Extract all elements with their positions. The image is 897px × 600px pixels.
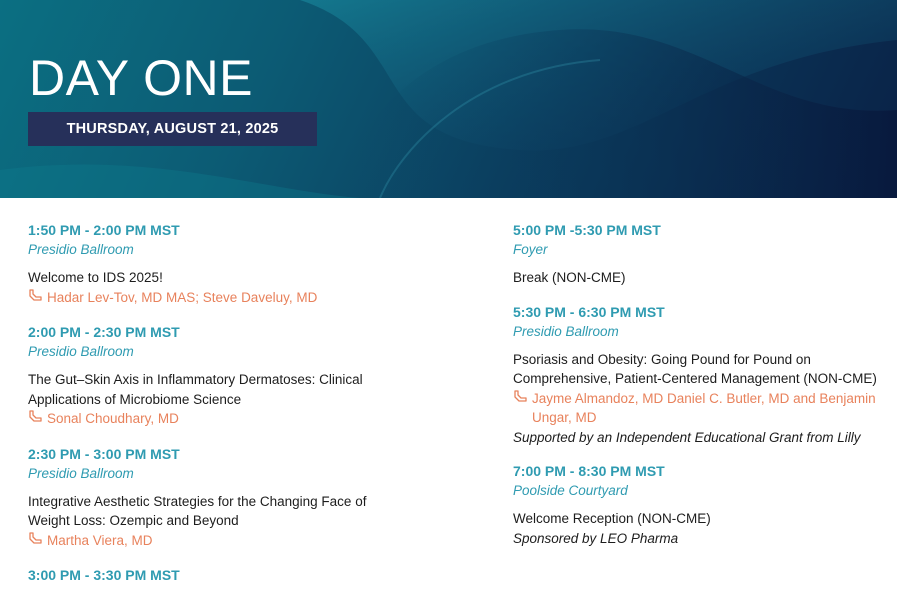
session-item (513, 462, 893, 548)
session-room: Poolside Courtyard (513, 483, 628, 498)
session-time: 3:00 PM - 3:30 PM MST (28, 567, 180, 583)
session-item (513, 221, 893, 288)
session-time: 5:00 PM -5:30 PM MST (513, 222, 661, 238)
session-item (28, 445, 408, 552)
speaker-names: Martha Viera, MD (47, 532, 153, 548)
schedule-left-column (28, 221, 408, 600)
schedule-right-column (513, 221, 893, 563)
speaker-hand-icon (28, 288, 47, 309)
speaker-hand-icon (28, 531, 47, 552)
session-room: Presidio Ballroom (28, 242, 134, 257)
session-item (513, 303, 893, 448)
speaker-names: Sonal Choudhary, MD (47, 411, 179, 426)
session-time: 2:30 PM - 3:00 PM MST (28, 445, 180, 462)
session-speakers (28, 409, 408, 430)
session-item (28, 566, 408, 585)
session-title: Welcome to IDS 2025! (28, 270, 163, 285)
speaker-names: Jayme Almandoz, MD Daniel C. Butler, MD and Benjamin Ungar, MD (532, 390, 876, 425)
session-item (28, 323, 408, 430)
session-speakers (513, 389, 893, 428)
session-room: Foyer (513, 242, 548, 257)
session-time: 5:30 PM - 6:30 PM MST (513, 303, 665, 320)
session-time: 7:00 PM - 8:30 PM MST (513, 463, 665, 479)
date-banner: THURSDAY, AUGUST 21, 2025 (28, 112, 317, 146)
day-title: DAY ONE (29, 50, 253, 106)
session-room: Presidio Ballroom (28, 465, 134, 481)
session-sponsor-note: Sponsored by LEO Pharma (513, 530, 679, 546)
session-title: Break (NON-CME) (513, 270, 626, 285)
header-banner (0, 0, 897, 198)
session-speakers (28, 531, 408, 552)
session-item (28, 221, 408, 308)
session-title: Welcome Reception (NON-CME) (513, 511, 711, 526)
session-speakers (28, 288, 408, 309)
session-title: Integrative Aesthetic Strategies for the Changing Face of Weight Loss: Ozempic and Beyond (28, 493, 367, 528)
session-support-note: Supported by an Independent Educational Grant from Lilly (513, 429, 861, 445)
session-title: Psoriasis and Obesity: Going Pound for Pound on Comprehensive, Patient-Centered Management (NON-CME) (513, 351, 877, 386)
speaker-hand-icon (28, 409, 47, 430)
speaker-hand-icon (513, 389, 532, 428)
session-time: 2:00 PM - 2:30 PM MST (28, 324, 180, 340)
session-room: Presidio Ballroom (28, 344, 134, 359)
session-time: 1:50 PM - 2:00 PM MST (28, 222, 180, 238)
speaker-names: Hadar Lev-Tov, MD MAS; Steve Daveluy, MD (47, 289, 318, 305)
session-title: The Gut–Skin Axis in Inflammatory Dermatoses: Clinical Applications of Microbiome Science (28, 372, 363, 407)
session-room: Presidio Ballroom (513, 323, 619, 339)
